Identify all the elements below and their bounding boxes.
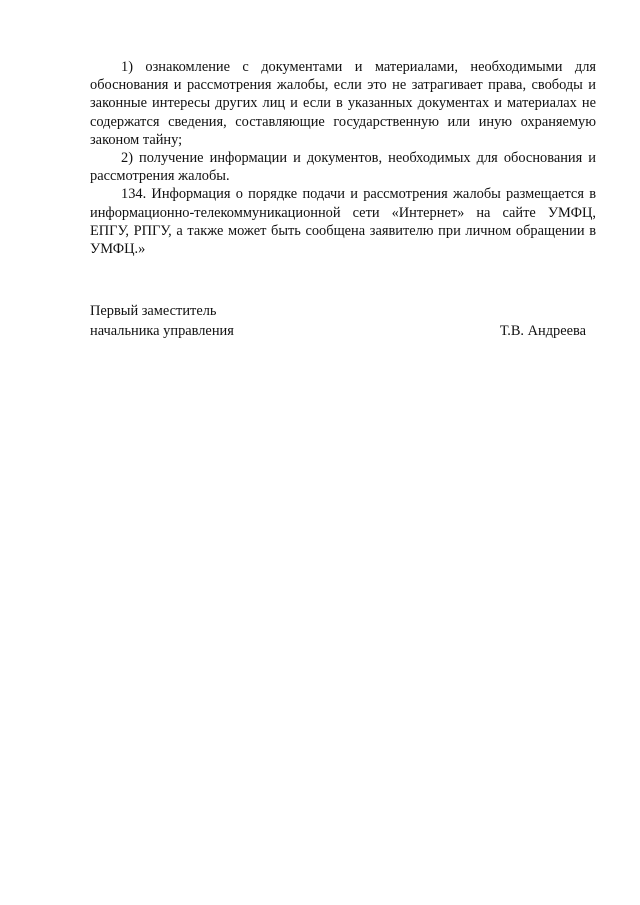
- paragraph-review-materials: 1) ознакомление с документами и материалами, необходимыми для обоснования и рассмотрения жалобы, если это не затрагивает права, свободы и законные интересы других лиц и если в указанных документах и материалах не содержатся сведения, составляющие государственную или иную охраняемую законом тайну;: [90, 59, 596, 148]
- paragraph-obtain-information: 2) получение информации и документов, необходимых для обоснования и рассмотрения жалобы.: [90, 150, 596, 185]
- document-body: [90, 58, 596, 258]
- signature-line: [90, 321, 586, 341]
- signatory-position-line1: Первый заместитель: [90, 303, 217, 319]
- signature-block: [90, 301, 586, 341]
- paragraph-134-complaint-info: 134. Информация о порядке подачи и рассмотрения жалобы размещается в информационно-телекоммуникационной сети «Интернет» на сайте УМФЦ, ЕПГУ, РПГУ, а также может быть сообщена заявителю при личном обращении в УМФЦ.»: [90, 186, 596, 258]
- signatory-position-line2: начальника управления: [90, 323, 234, 339]
- signatory-name: Т.В. Андреева: [499, 323, 586, 339]
